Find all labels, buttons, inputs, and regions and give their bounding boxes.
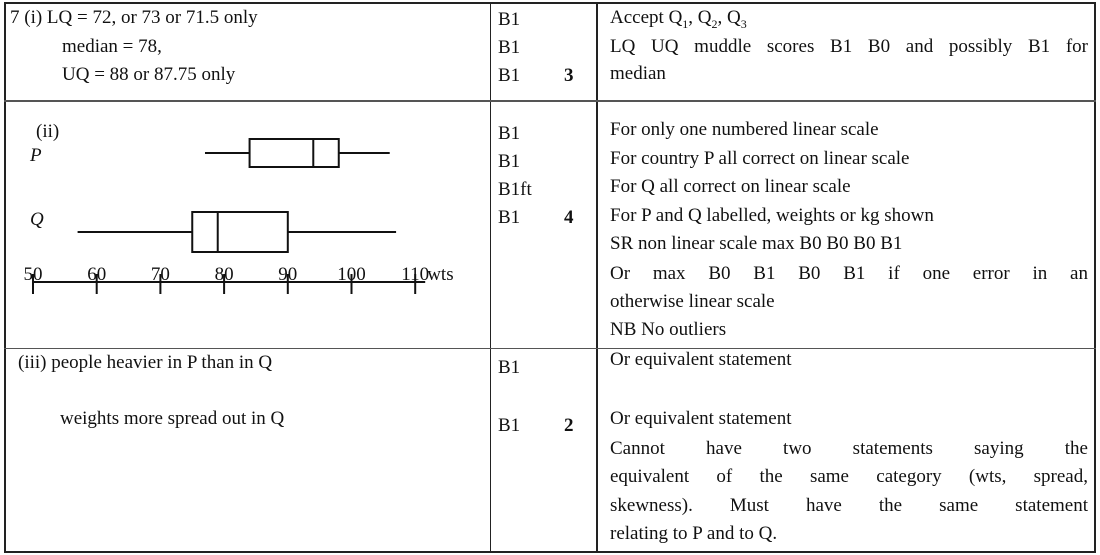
note: Cannot have two statements saying the xyxy=(610,438,1088,459)
x-axis-label: wts xyxy=(427,264,454,285)
box-q xyxy=(192,212,288,252)
note: SR non linear scale max B0 B0 B0 B1 xyxy=(610,233,903,254)
row-divider-1 xyxy=(4,100,1096,102)
border-bottom xyxy=(4,551,1096,553)
answer-text: (iii) people heavier in P than in Q xyxy=(18,352,273,373)
mark-total: 3 xyxy=(564,65,574,86)
mark: B1 xyxy=(498,37,521,58)
note: For P and Q labelled, weights or kg shown xyxy=(610,205,934,226)
column-divider-2 xyxy=(596,2,598,553)
answer-text: weights more spread out in Q xyxy=(60,408,285,429)
x-tick-label: 80 xyxy=(214,264,234,285)
note: relating to P and to Q. xyxy=(610,523,778,544)
note: For Q all correct on linear scale xyxy=(610,176,851,197)
column-divider-1 xyxy=(490,2,491,553)
label-q: Q xyxy=(30,209,44,230)
box-plot xyxy=(0,130,490,285)
mark: B1 xyxy=(498,207,521,228)
mark: B1 xyxy=(498,9,521,30)
mark: B1 xyxy=(498,151,521,172)
note: otherwise linear scale xyxy=(610,291,775,312)
mark: B1 xyxy=(498,415,521,436)
question-7i-median: median = 78, xyxy=(62,36,162,57)
note: For only one numbered linear scale xyxy=(610,119,879,140)
note: median xyxy=(610,63,666,84)
note: Accept $Q_1$, $Q_2$, $Q_3$ xyxy=(610,7,747,31)
mark: B1 xyxy=(498,357,521,378)
border-right xyxy=(1094,2,1096,553)
mark-total: 4 xyxy=(564,207,574,228)
question-7ii: (ii) xyxy=(36,121,60,142)
question-7i-uq: UQ = 88 or 87.75 only xyxy=(62,64,236,85)
x-tick-label: 110 xyxy=(401,264,430,285)
border-left xyxy=(4,2,6,553)
x-tick-label: 70 xyxy=(150,264,170,285)
note: Or equivalent statement xyxy=(610,349,792,370)
mark: B1ft xyxy=(498,179,532,200)
mark: B1 xyxy=(498,123,521,144)
label-p: P xyxy=(30,145,42,166)
x-tick-label: 50 xyxy=(23,264,43,285)
x-tick-label: 100 xyxy=(337,264,366,285)
question-7iii xyxy=(18,349,272,377)
note: equivalent of the same category (wts, spread, xyxy=(610,466,1088,487)
note: NB No outliers xyxy=(610,319,727,340)
note: Or equivalent statement xyxy=(610,408,792,429)
box-p xyxy=(250,139,339,167)
note: For country P all correct on linear scale xyxy=(610,148,910,169)
x-tick-label: 60 xyxy=(87,264,107,285)
note: LQ UQ muddle scores B1 B0 and possibly B1 for xyxy=(610,36,1088,57)
note: Or max B0 B1 B0 B1 if one error in an xyxy=(610,263,1088,284)
note: skewness). Must have the same statement xyxy=(610,495,1088,516)
mark-total: 2 xyxy=(564,415,574,436)
question-7i: 7 (i) LQ = 72, or 73 or 71.5 only xyxy=(10,7,258,28)
mark: B1 xyxy=(498,65,521,86)
x-tick-label: 90 xyxy=(278,264,298,285)
